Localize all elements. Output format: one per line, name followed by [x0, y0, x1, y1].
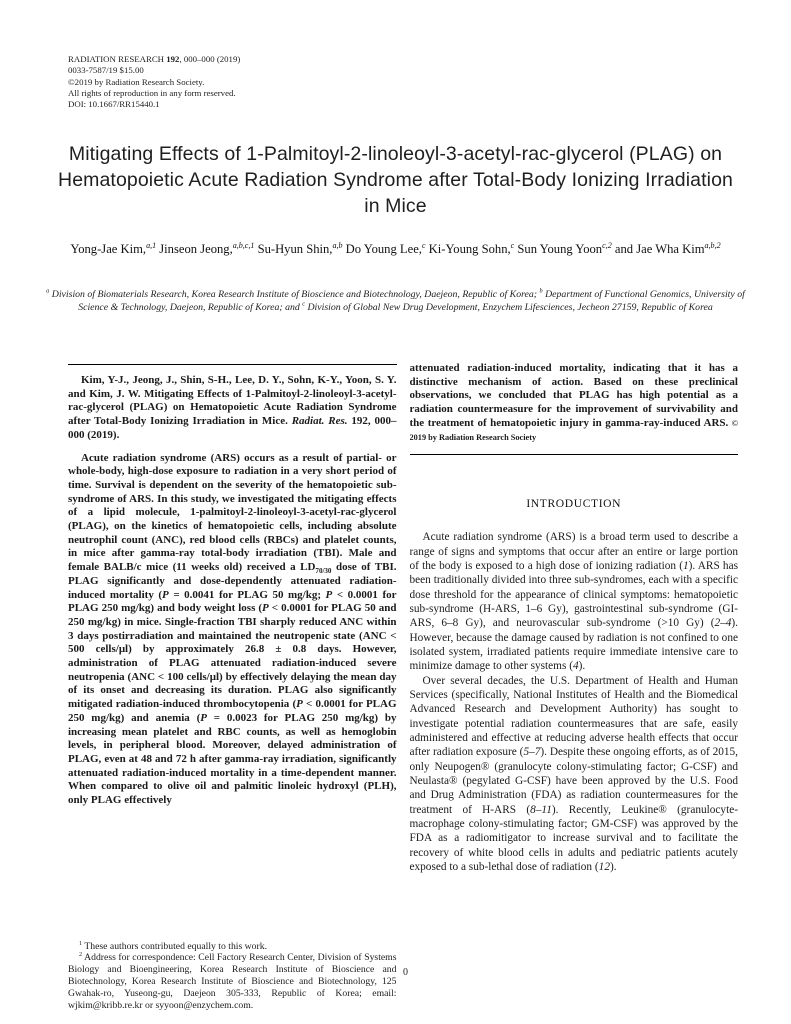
- abstract-rule-top: [68, 364, 397, 365]
- copyright-line: ©2019 by Radiation Research Society.: [68, 76, 205, 87]
- affiliations: $^a$ Division of Biomaterials Research, Korea Research Institute of Bioscience and Biotechnology, Daejeon, Republic of Korea; $^b$ Department of Functional Genomics, University of Science & Technology, Daejeon, Republic of Korea; and $^c$ Division of Global New Drug Development, Enzychem Lifesciences, Jecheon 27159, Republic of Korea: [46, 287, 745, 314]
- journal-masthead: [68, 54, 240, 110]
- abstract-paragraph-right: attenuated radiation-induced mortality, indicating that it has a distinctive mechanism of action. Based on these preclinical observations, we concluded that PLAG has high potential as a radiation countermeasure for the improvement of survivability and the treatment of hematopoietic injury in gamma-ray-induced ARS. © 2019 by Radiation Research Society: [409, 362, 738, 442]
- footnote-2: $^2$ Address for correspondence: Cell Factory Research Center, Division of Systems Biology and Bioengineering, Korea Research Institute of Bioscience and Biotechnology, Korea Research Institute of Bioscience and Biotechnology, 125 Gwahak-ro, Yuseong-gu, Daejeon 305-333, Republic of Korea; email: wjkim@kribb.re.kr or syyoon@enzychem.com.: [68, 951, 397, 1012]
- abstract-paragraph-left: Acute radiation syndrome (ARS) occurs as a result of partial- or whole-body, high-dose exposure to radiation in a very short period of time. Survival is dependent on the severity of the hematopoietic sub-syndrome of ARS. In this study, we investigated the mitigating effects of a lipid molecule, 1-palmitoyl-2-linoleoyl-3-acetyl-rac-glycerol (PLAG), on the kinetics of hematopoietic cells, including absolute neutrophil count (ANC), red blood cells (RBCs) and platelet counts, in mice after gamma-ray total-body irradiation (TBI). Male and female BALB/c mice (11 weeks old) received a $LD_{70/30}$ dose of TBI. PLAG significantly and dose-dependently attenuated radiation-induced mortality (P = 0.0041 for PLAG 50 mg/kg; P < 0.0001 for PLAG 250 mg/kg) and body weight loss (P < 0.0001 for PLAG 50 and 250 mg/kg) in mice. Single-fraction TBI sharply reduced ANC within 3 days postirradiation and maintained the neutropenic state (ANC < 500 cells/μl) by approximately 26.8 ± 0.8 days. However, administration of PLAG attenuated radiation-induced severe neutropenia (ANC < 100 cells/μl) by effectively delaying the mean day of its onset and decreasing its duration. PLAG also significantly mitigated radiation-induced thrombocytopenia (P < 0.0001 for PLAG 250 mg/kg) and anemia (P = 0.0023 for PLAG 250 mg/kg) by increasing mean platelet and RBC counts, as well as hemoglobin levels, in peripheral blood. Moreover, delayed administration of PLAG, even at 48 and 72 h after gamma-ray irradiation, significantly attenuated radiation-induced mortality in a time-dependent manner. When compared to olive oil and palmitic linoleic hydroxyl (PLH), only PLAG effectively: [68, 451, 397, 807]
- doi-line: DOI: 10.1667/RR15440.1: [68, 99, 160, 109]
- author-list: Yong-Jae Kim,$^{a,1}$ Jinseon Jeong,$^{a,b,c,1}$ Su-Hyun Shin,$^{a,b}$ Do Young Lee,$^c$ Ki-Young Sohn,$^c$ Sun Young Yoon$^{c,2}$ and Jae Wha Kim$^{a,b,2}$: [70, 240, 721, 256]
- abstract-citation: Kim, Y-J., Jeong, J., Shin, S-H., Lee, D. Y., Sohn, K-Y., Yoon, S. Y. and Kim, J. W. Mitigating Effects of 1-Palmitoyl-2-linoleoyl-3-acetyl-rac-glycerol (PLAG) on Hematopoietic Acute Radiation Syndrome after Total-Body Ionizing Irradiation in Mice. Radiat. Res. 192, 000–000 (2019).: [68, 374, 397, 441]
- article-title: Mitigating Effects of 1-Palmitoyl-2-linoleoyl-3-acetyl-rac-glycerol (PLAG) on Hematopoietic Acute Radiation Syndrome after Total-Body Ionizing Irradiation in Mice: [58, 143, 733, 217]
- left-column: [68, 362, 397, 1012]
- introduction-heading: INTRODUCTION: [526, 497, 622, 511]
- intro-paragraph-1: Acute radiation syndrome (ARS) is a broad term used to describe a range of signs and symptoms that occur after an entire or large portion of the body is exposed to a high dose of ionizing radiation (1). ARS has been traditionally divided into three sub-syndromes, each with a specific dose threshold for the appearance of clinical symptoms: hematopoietic sub-syndrome (H-ARS, 1–6 Gy), gastrointestinal sub-syndrome (GI-ARS, 6–8 Gy), and neurovascular sub-syndrome (>10 Gy) (2–4). However, because the damage caused by radiation is not confined to one isolated system, irradiated patients require immediate intensive care to minimize damage to other systems (4).: [409, 531, 738, 673]
- page-number: 0: [403, 967, 408, 978]
- rights-line: All rights of reproduction in any form reserved.: [68, 87, 236, 98]
- two-column-body: [68, 362, 738, 1012]
- right-column: [410, 362, 739, 1012]
- journal-citation-line: RADIATION RESEARCH 192, 000–000 (2019): [68, 54, 241, 64]
- issn-price-line: 0033-7587/19 $15.00: [68, 65, 144, 76]
- intro-paragraph-2: Over several decades, the U.S. Department of Health and Human Services (specifically, National Institutes of Health and the Biomedical Advanced Research and Development Authority) has sought to investigate potential radiation countermeasures that are safe, easily administered and effective at reducing adverse health effects that occur after radiation exposure (5–7). Despite these ongoing efforts, as of 2015, only Neupogen® (granulocyte colony-stimulating factor; G-CSF) and Neulasta® (pegylated G-CSF) have been approved by the U.S. Food and Drug Administration (FDA) as radiation countermeasures for the treatment of H-ARS (8–11). Recently, Leukine® (granulocyte-macrophage colony-stimulating factor; GM-CSF) was approved by the FDA as a radiomitigator to increase survival and to facilitate the recovery of white blood cells in adults and pediatric patients acutely exposed to a sub-lethal dose of radiation (12).: [409, 674, 738, 874]
- footnote-1: $^1$ These authors contributed equally to this work.: [79, 939, 268, 952]
- abstract-rule-bottom: [410, 454, 739, 455]
